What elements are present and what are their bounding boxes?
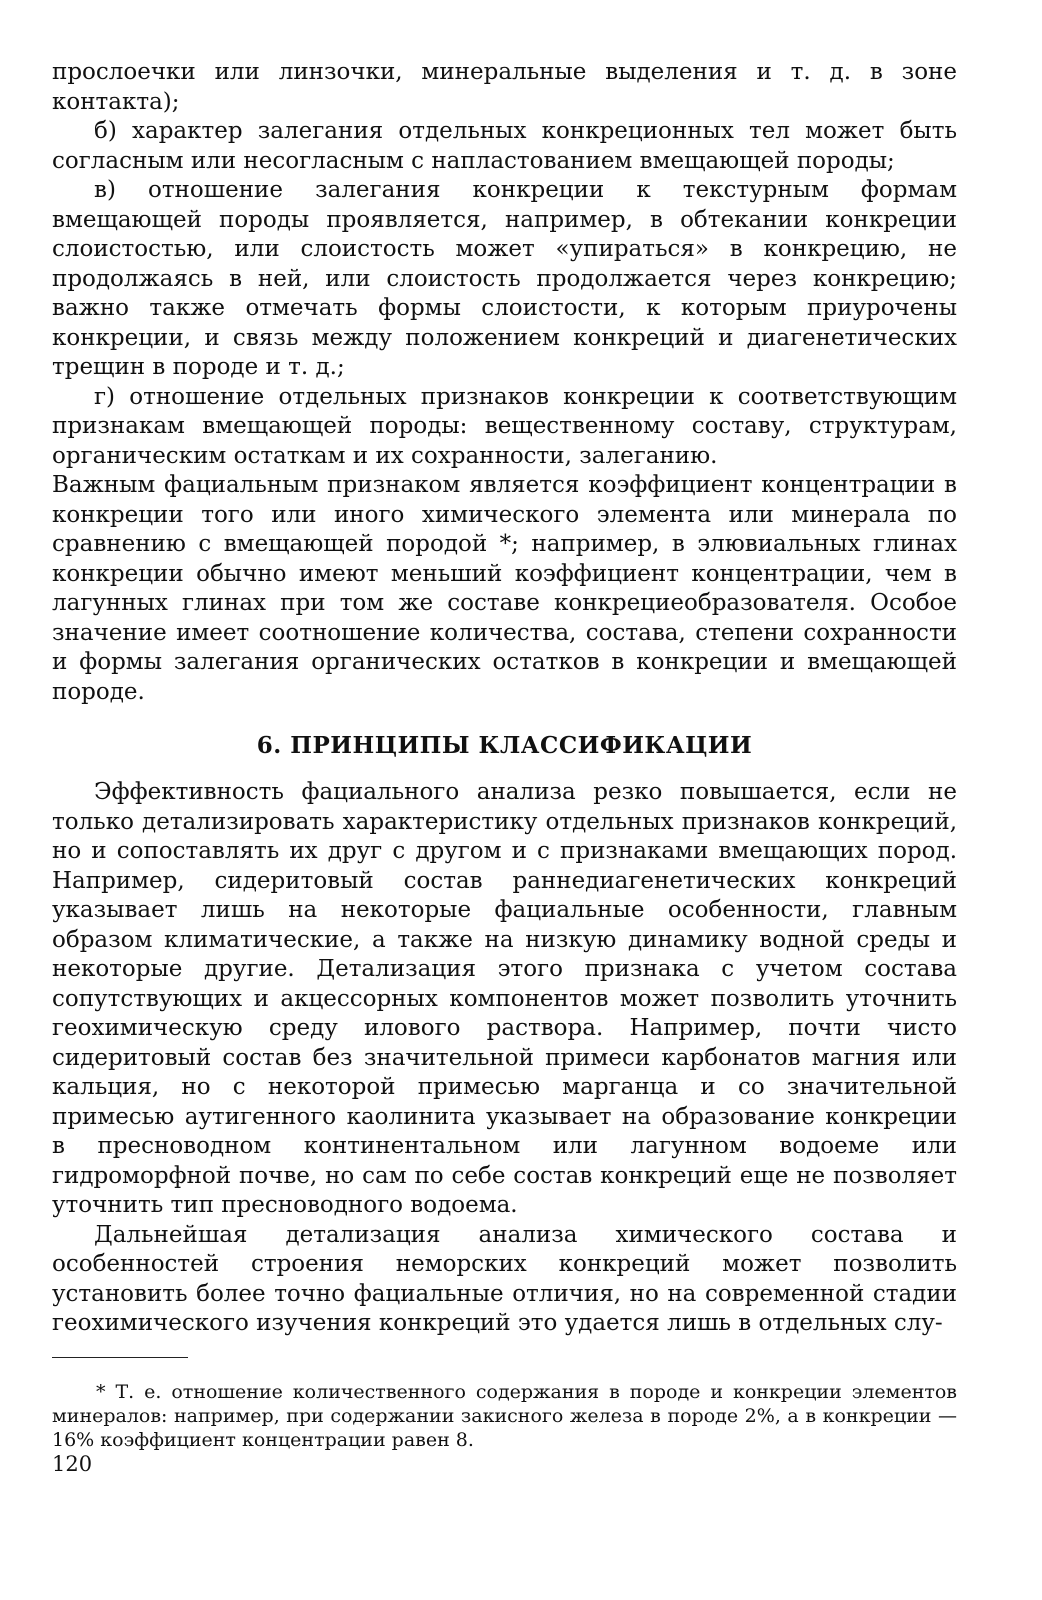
paragraph-further-detail: Дальнейшая детализация анализа химического состава и особенностей строения неморских конкреций может позволить установить более точно фациальные отличия, но на современной стадии геохимического изучения конкреций это удается лишь в отдельных слу- [52, 1221, 957, 1336]
paragraph-effectiveness: Эффективность фациального анализа резко повышается, если не только детализировать характеристику отдельных признаков конкреций, но и сопоставлять их друг с другом и с признаками вмещающих пород. Например, сидеритовый состав раннедиагенетических конкреций указывает лишь на некоторые фациальные особенности, главным образом климатические, а также на низкую динамику водной среды и некоторые другие. Детализация этого признака с учетом состава сопутствующих и акцессорных компонентов может позволить уточнить геохимическую среду илового раствора. Например, почти чисто сидеритовый состав без значительной примеси карбонатов магния или кальция, но с некоторой примесью марганца и со значительной примесью аутигенного каолинита указывает на образование конкреции в пресноводном континентальном или лагунном водоеме или гидроморфной почве, но сам по себе состав конкреций еще не позволяет уточнить тип пресноводного водоема. [52, 779, 957, 1218]
paragraph-g: г) отношение отдельных признаков конкреции к соответствующим признакам вмещающей породы: вещественному составу, структурам, органическим остаткам и их сохранности, залеганию. [52, 383, 957, 469]
page-body [52, 58, 957, 1339]
section-title: 6. ПРИНЦИПЫ КЛАССИФИКАЦИИ [256, 732, 753, 759]
paragraph-b: б) характер залегания отдельных конкреционных тел может быть согласным или несогласным с напластованием вмещающей породы; [52, 118, 957, 174]
paragraph-continuation: прослоечки или линзочки, минеральные выделения и т. д. в зоне контакта); [52, 59, 957, 115]
paragraph-v: в) отношение залегания конкреции к текстурным формам вмещающей породы проявляется, например, в обтекании конкреции слоистостью, или слоистость может «упираться» в конкрецию, не продолжаясь в ней, или слоистость продолжается через конкрецию; важно также отмечать формы слоистости, к которым приурочены конкреции, и связь между положением конкреций и диагенетических трещин в породе и т. д.; [52, 177, 957, 380]
footnote-divider [52, 1357, 188, 1358]
page-number: 120 [52, 1452, 93, 1476]
paragraph-facial-feature: Важным фациальным признаком является коэффициент концентрации в конкреции того или иного химического элемента или минерала по сравнению с вмещающей породой *; например, в элювиальных глинах конкреции обычно имеют меньший коэффициент концентрации, чем в лагунных глинах при том же составе конкрециеобразователя. Особое значение имеет соотношение количества, состава, степени сохранности и формы залегания органических остатков в конкреции и вмещающей породе. [52, 472, 957, 705]
footnote: * Т. е. отношение количественного содержания в породе и конкреции элементов минералов: например, при содержании закисного железа в породе 2%, а в конкреции — 16% коэффициент концентрации равен 8. [52, 1381, 957, 1451]
